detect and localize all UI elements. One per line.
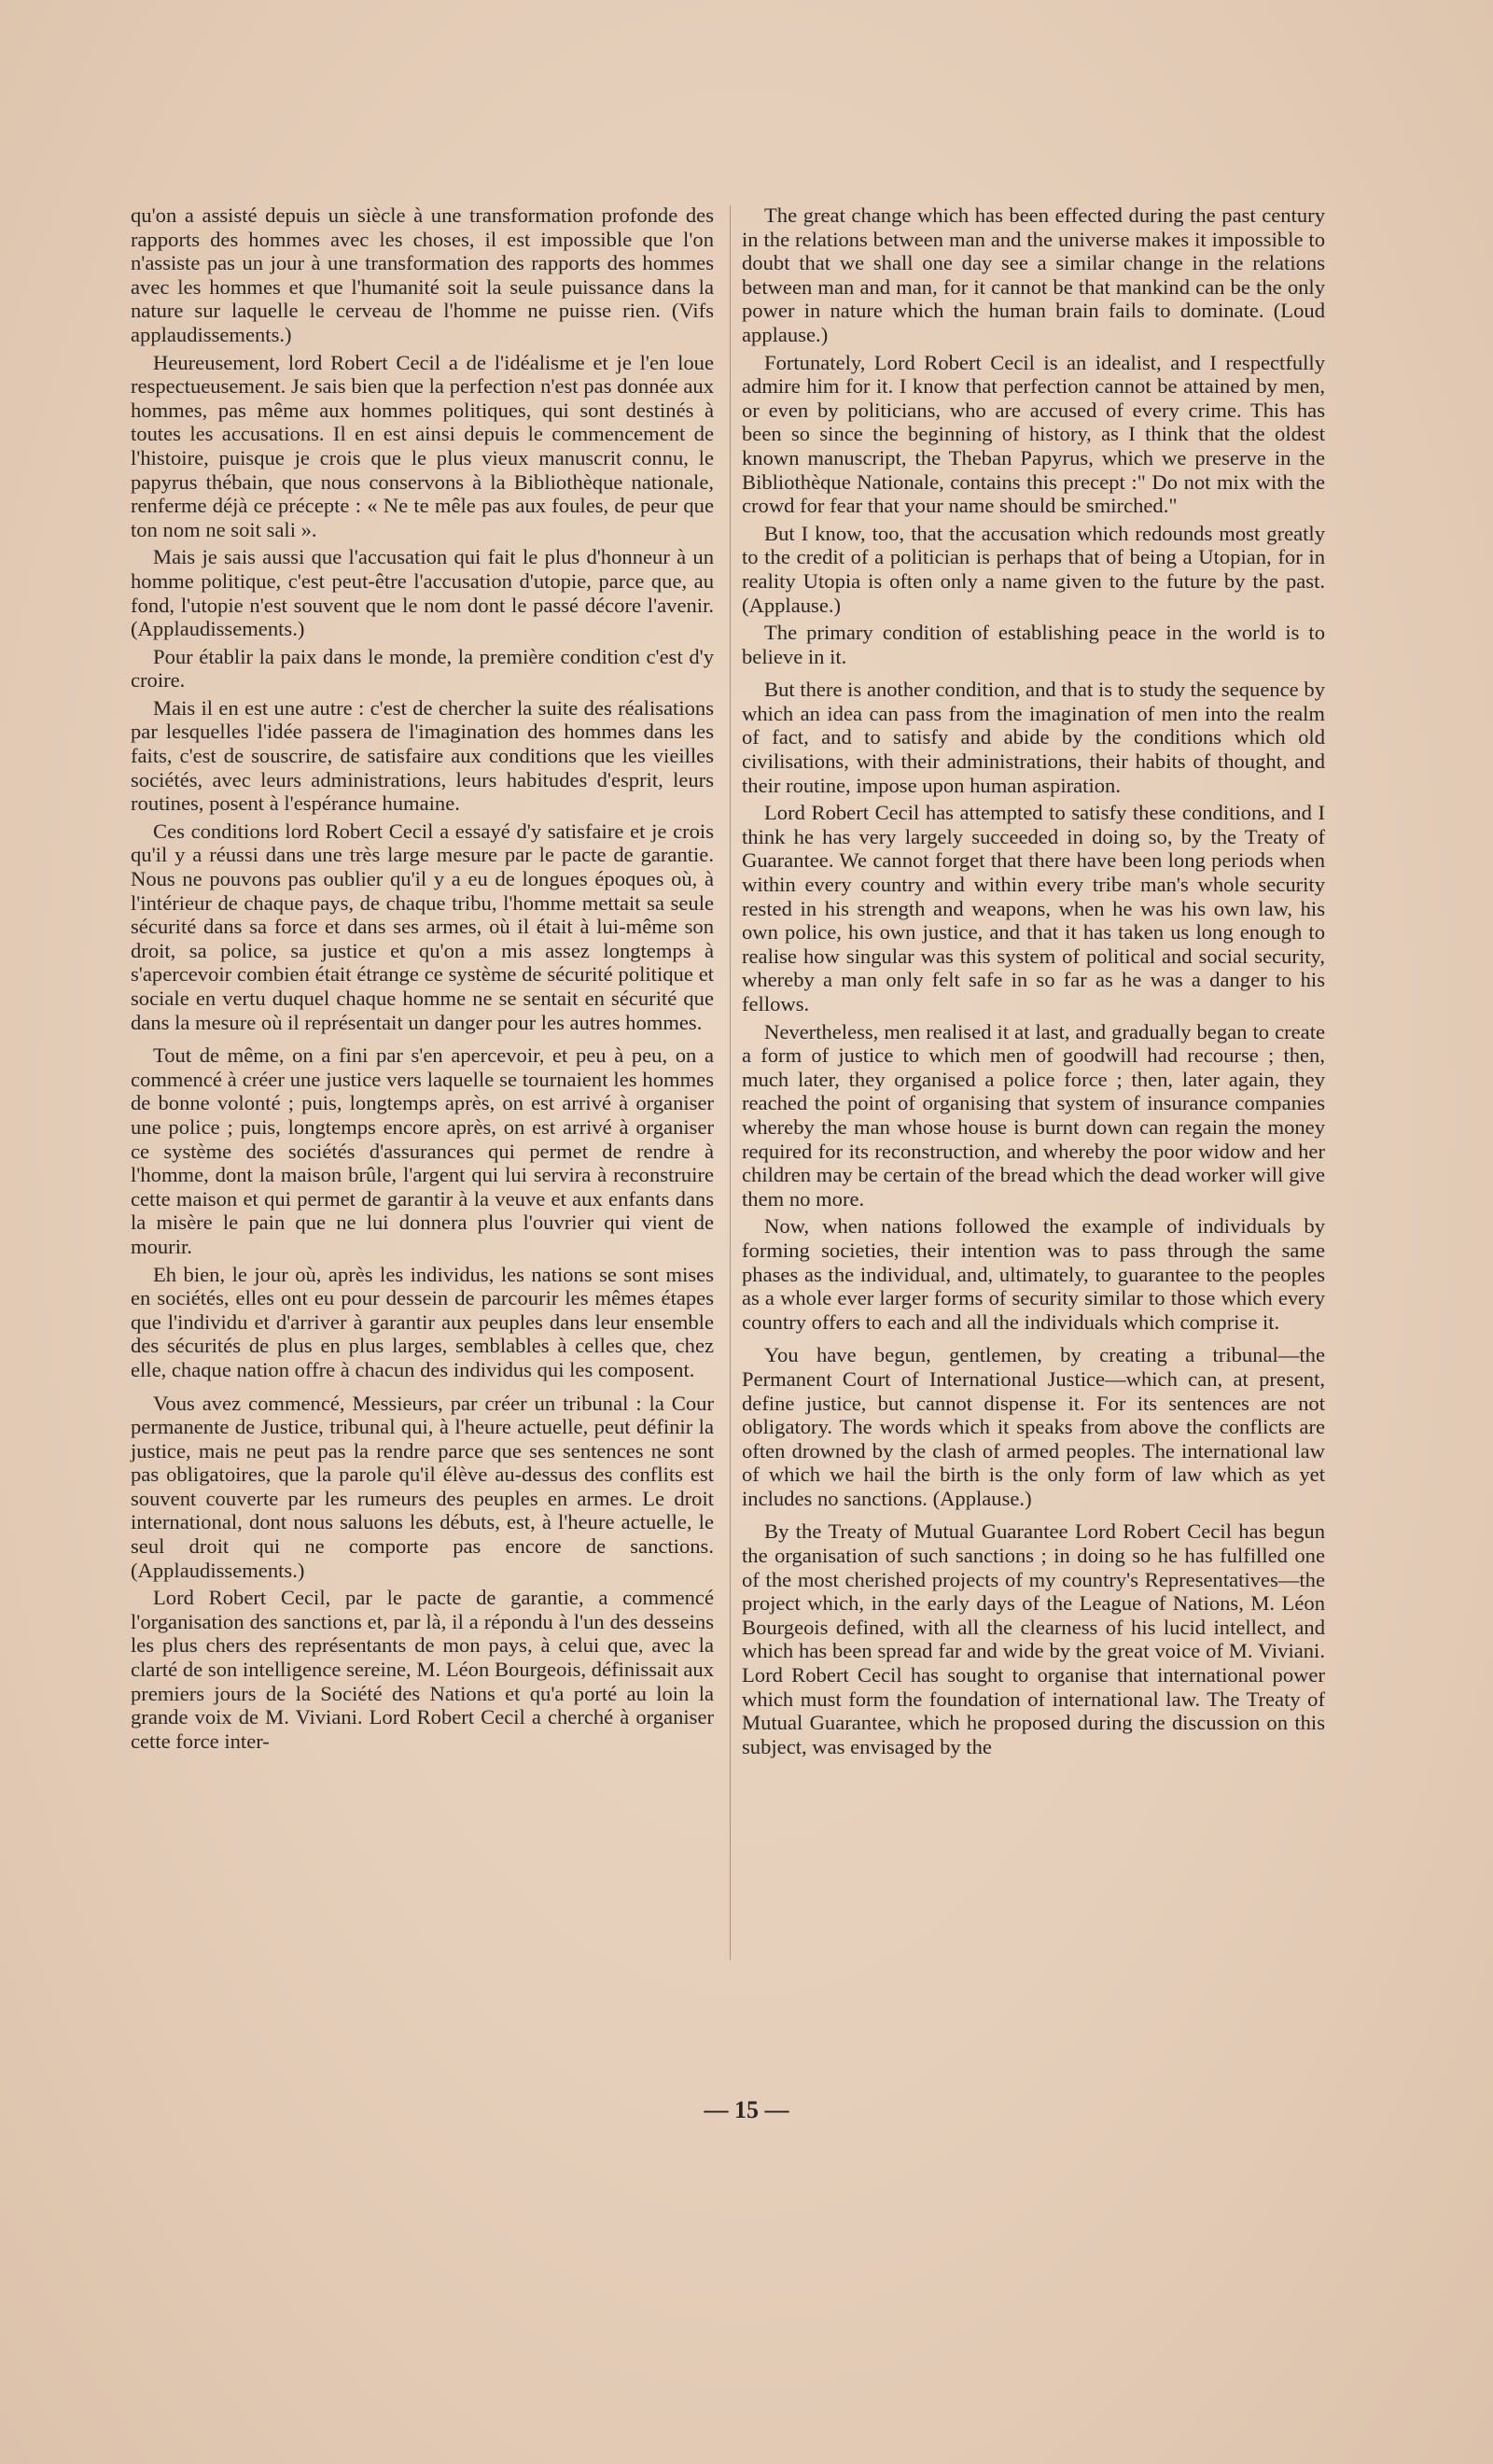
paragraph: Lord Robert Cecil has attempted to satisfy these conditions, and I think he has very largely succeeded in doing so, by the Treaty of Guarantee. We cannot forget that there have been long periods when within every country and within every tribe man's whole security rested in his strength and weapons, when he was his own law, his own police, his own justice, and that it has taken us long enough to realise how singular was this system of political and social security, whereby a man only felt safe in so far as he was a danger to his fellows. — [742, 801, 1325, 1015]
paragraph: Eh bien, le jour où, après les individus, les nations se sont mises en sociétés, elles ont eu pour dessein de parcourir les mêmes étapes que l'individu et d'arriver à garantir aux peuples dans leur ensemble des sécurités de plus en plus larges, semblables à celles que, chez elle, chaque nation offre à chacun des individus qui les composent. — [131, 1262, 714, 1381]
paragraph: You have begun, gentlemen, by creating a tribunal—the Permanent Court of International Justice—which can, at present, define justice, but cannot dispense it. For its sentences are not obligatory. The words which it speaks from above the conflicts are often drowned by the clash of armed peoples. The international law of which we hail the birth is the only form of law which as yet includes no sanctions. (Applause.) — [742, 1343, 1325, 1510]
paragraph: qu'on a assisté depuis un siècle à une transformation profonde des rapports des hommes avec les choses, il est impossible que l'on n'assiste pas un jour à une transformation des rapports des hommes avec les hommes et que l'humanité soit la seule puissance dans la nature sur laquelle le cerveau de l'homme ne puisse rien. (Vifs applaudissements.) — [131, 203, 714, 346]
paragraph: Fortunately, Lord Robert Cecil is an idealist, and I respectfully admire him for it. I know that perfection cannot be attained by men, or even by politicians, who are accused of every crime. This has been so since the beginning of history, as I think that the oldest known manuscript, the Theban Papyrus, which we preserve in the Bibliothèque Nationale, contains this precept :" Do not mix with the crowd for fear that your name should be smirched." — [742, 350, 1325, 518]
paragraph: The primary condition of establishing peace in the world is to believe in it. — [742, 621, 1325, 668]
paragraph: Mais je sais aussi que l'accusation qui fait le plus d'honneur à un homme politique, c'est peut-être l'accusation d'utopie, parce que, au fond, l'utopie n'est souvent que le nom dont le passé décore l'avenir. (Applaudissements.) — [131, 545, 714, 641]
paragraph: But I know, too, that the accusation which redounds most greatly to the credit of a politician is perhaps that of being a Utopian, for in reality Utopia is often only a name given to the future by the past. (Applause.) — [742, 521, 1325, 617]
paragraph: Lord Robert Cecil, par le pacte de garantie, a commencé l'organisation des sanctions et, par là, il a répondu à l'un des desseins les plus chers des représentants de mon pays, à celui que, avec la clarté de son intelligence sereine, M. Léon Bourgeois, définissait aux premiers jours de la Société des Nations et qu'a porté au loin la grande voix de M. Viviani. Lord Robert Cecil a cherché à organiser cette force inter- — [131, 1586, 714, 1753]
page-number: — 15 — — [704, 2096, 789, 2123]
english-column — [742, 203, 1325, 1762]
paragraph: Tout de même, on a fini par s'en apercevoir, et peu à peu, on a commencé à créer une justice vers laquelle se tournaient les hommes de bonne volonté ; puis, longtemps après, on est arrivé à organiser une police ; puis, longtemps encore après, on est arrivé à organiser ce système des sociétés d'assurances qui permet de rendre à l'homme, dont la maison brûle, l'argent qui lui servira à reconstruire cette maison et qui permet de garantir à la veuve et aux enfants dans la misère le pain que ne lui donnera plus l'ouvrier qui vient de mourir. — [131, 1043, 714, 1258]
paragraph: But there is another condition, and that is to study the sequence by which an idea can pass from the imagination of men into the realm of fact, and to satisfy and abide by the conditions which old civilisations, with their administrations, their habits of thought, and their routine, impose upon human aspiration. — [742, 678, 1325, 797]
paragraph: The great change which has been effected during the past century in the relations between man and the universe makes it impossible to doubt that we shall one day see a similar change in the relations between man and man, for it cannot be that mankind can be the only power in nature which the human brain fails to dominate. (Loud applause.) — [742, 203, 1325, 346]
paragraph: Nevertheless, men realised it at last, and gradually began to create a form of justice to which men of goodwill had recourse ; then, much later, they organised a police force ; then, later again, they reached the point of organising that system of insurance companies whereby the man whose house is burnt down can regain the money required for its reconstruction, and whereby the poor widow and her children may be certain of the bread which the dead worker will give them no more. — [742, 1019, 1325, 1211]
column-divider — [730, 205, 731, 1960]
paragraph: Pour établir la paix dans le monde, la première condition c'est d'y croire. — [131, 644, 714, 693]
french-column — [131, 203, 714, 1757]
paragraph: By the Treaty of Mutual Guarantee Lord Robert Cecil has begun the organisation of such sanctions ; in doing so he has fulfilled one of the most cherished projects of my country's Representatives—the project which, in the early days of the League of Nations, M. Léon Bourgeois defined, with all the clearness of his lucid intellect, and which has been spread far and wide by the great voice of M. Viviani. Lord Robert Cecil has sought to organise that international power which must form the foundation of international law. The Treaty of Mutual Guarantee, which he proposed during the discussion on this subject, was envisaged by the — [742, 1519, 1325, 1758]
paragraph: Vous avez commencé, Messieurs, par créer un tribunal : la Cour permanente de Justice, tribunal qui, à l'heure actuelle, peut définir la justice, mais ne peut pas la rendre parce que ses sentences ne sont pas obligatoires, que la parole qu'il élève au-dessus des conflits est souvent couverte par les rumeurs des peuples en armes. Le droit international, dont nous saluons les débuts, est, à l'heure actuelle, le seul droit qui ne comporte pas encore de sanctions. (Applaudissements.) — [131, 1391, 714, 1582]
paragraph: Mais il en est une autre : c'est de chercher la suite des réalisations par lesquelles l'idée passera de l'imagination des hommes dans les faits, c'est de souscrire, de satisfaire aux conditions que les vieilles sociétés, avec leurs administrations, leurs habitudes d'esprit, leurs routines, posent à l'espérance humaine. — [131, 695, 714, 816]
paragraph: Now, when nations followed the example of individuals by forming societies, their intention was to pass through the same phases as the individual, and, ultimately, to guarantee to the peoples as a whole ever larger forms of security similar to those which every country offers to each and all the individuals which comprise it. — [742, 1214, 1325, 1334]
paragraph: Heureusement, lord Robert Cecil a de l'idéalisme et je l'en loue respectueusement. Je sais bien que la perfection n'est pas donnée aux hommes, pas même aux hommes politiques, qui sont destinés à toutes les accusations. Il en est ainsi depuis le commencement de l'histoire, puisque je crois que le plus vieux manuscrit connu, le papyrus thébain, que nous conservons à la Bibliothèque nationale, renferme déjà ce précepte : « Ne te mêle pas aux foules, de peur que ton nom ne soit sali ». — [131, 350, 714, 541]
paragraph: Ces conditions lord Robert Cecil a essayé d'y satisfaire et je crois qu'il y a réussi dans une très large mesure par le pacte de garantie. Nous ne pouvons pas oublier qu'il y a eu de longues époques où, à l'intérieur de chaque pays, de chaque tribu, l'homme mettait sa seule sécurité dans sa force et dans ses armes, où il était à lui-même son droit, sa police, sa justice et qu'on a mis assez longtemps à s'apercevoir combien était étrange ce système de sécurité politique et sociale en vertu duquel chaque homme ne se sentait en sécurité que dans la mesure où il représentait un danger pour les autres hommes. — [131, 819, 714, 1034]
